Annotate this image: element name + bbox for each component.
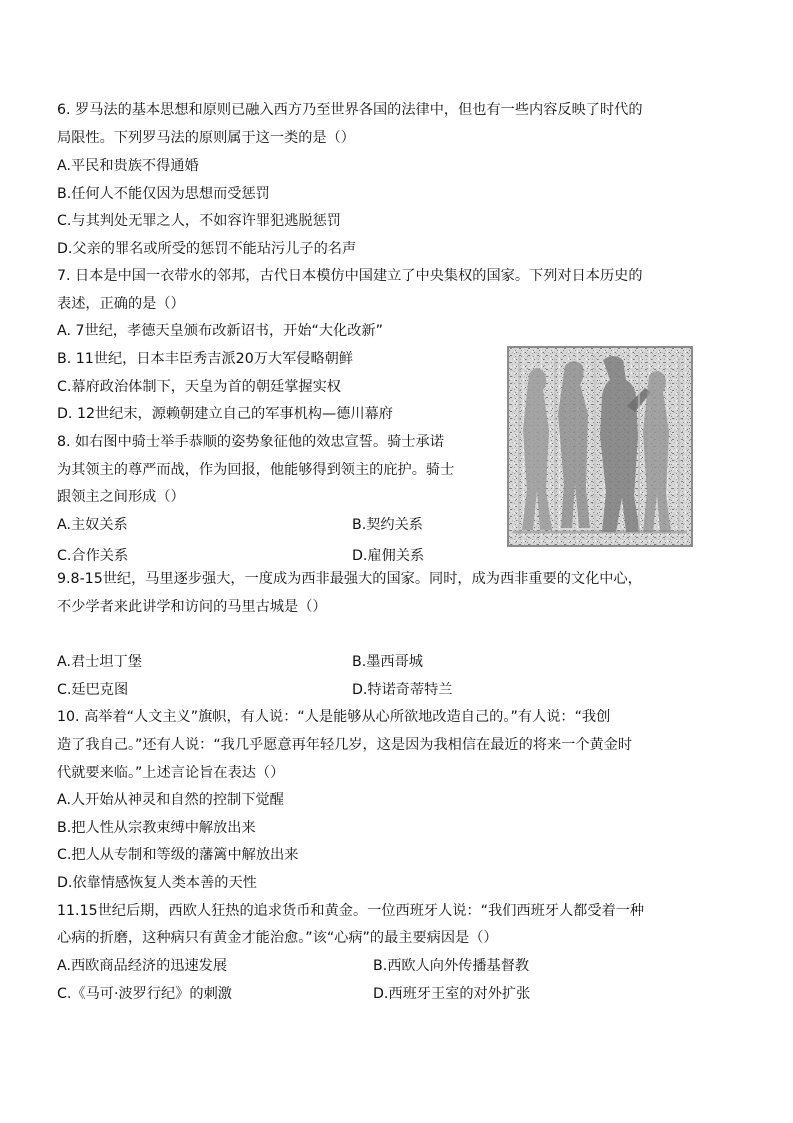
q10-option-b: B.把人性从宗教束缚中解放出来 [57, 820, 256, 836]
q7-option-c: C.幕府政治体制下，天皇为首的朝廷掌握实权 [57, 379, 341, 395]
q10-option-d: D.依靠情感恢复人类本善的天性 [57, 875, 257, 891]
q9-option-b: B.墨西哥城 [352, 654, 423, 670]
q6-option-b: B.任何人不能仅因为思想而受惩罚 [57, 186, 270, 202]
q11-option-d: D.西班牙王室的对外扩张 [373, 986, 531, 1002]
q6-option-a: A.平民和贵族不得通婚 [57, 158, 199, 174]
q8-option-c: C.合作关系 [57, 548, 129, 564]
q7-option-b: B. 11世纪，日本丰臣秀吉派20万大军侵略朝鲜 [57, 351, 354, 367]
q7-stem-line2: 表述，正确的是（） [57, 296, 185, 312]
q9-option-a: A.君士坦丁堡 [57, 654, 142, 670]
q9-option-d: D.特诺奇蒂特兰 [352, 682, 453, 698]
q10-stem-line3: 代就要来临。”上述言论旨在表达（） [57, 765, 285, 781]
q8-stem-line2: 为其领主的尊严而战，作为回报，他能够得到领主的庇护。骑士 [57, 462, 455, 478]
q10-stem-line2: 造了我自己。”还有人说：“我几乎愿意再年轻几岁，这是因为我相信在最近的将来一个黄金时 [57, 737, 633, 753]
q6-stem-line1: 6. 罗马法的基本思想和原则已融入西方乃至世界各国的法律中，但也有一些内容反映了时代的 [57, 102, 643, 118]
q11-option-a: A.西欧商品经济的迅速发展 [57, 958, 228, 974]
q7-stem-line1: 7. 日本是中国一衣带水的邻邦，古代日本模仿中国建立了中央集权的国家。下列对日本历史的 [57, 268, 643, 284]
q6-option-c: C.与其判处无罪之人，不如容许罪犯逃脱惩罚 [57, 213, 341, 229]
q10-option-a: A.人开始从神灵和自然的控制下觉醒 [57, 792, 284, 808]
q11-stem-line2: 心病的折磨，这种病只有黄金才能治愈。”该“心病”的最主要病因是（） [57, 930, 498, 946]
q11-option-c: C.《马可·波罗行纪》的刺激 [57, 986, 232, 1002]
q7-option-d: D. 12世纪末，源赖朝建立自己的军事机构—德川幕府 [57, 406, 393, 422]
q10-stem-line1: 10. 高举着“人文主义”旗帜，有人说：“人是能够从心所欲地改造自己的。”有人说：“我创 [57, 709, 611, 725]
q8-option-a: A.主奴关系 [57, 517, 128, 533]
q6-option-d: D.父亲的罪名或所受的惩罚不能玷污儿子的名声 [57, 241, 357, 257]
q11-stem-line1: 11.15世纪后期，西欧人狂热的追求货币和黄金。一位西班牙人说：“我们西班牙人都受着一种 [57, 903, 645, 919]
q8-option-d: D.雇佣关系 [352, 548, 425, 564]
q11-option-b: B.西欧人向外传播基督教 [373, 958, 530, 974]
q9-stem-line1: 9.8-15世纪，马里逐步强大，一度成为西非最强大的国家。同时，成为西非重要的文化中心， [57, 571, 642, 587]
q8-option-b: B.契约关系 [352, 517, 423, 533]
q8-stem-line3: 跟领主之间形成（） [57, 489, 185, 505]
q9-stem-line2: 不少学者来此讲学和访问的马里古城是（） [57, 599, 327, 615]
knight-relief-image [507, 346, 693, 547]
q7-option-a: A. 7世纪，孝德天皇颁布改新诏书，开始“大化改新” [57, 323, 383, 339]
q9-option-c: C.廷巴克图 [57, 682, 129, 698]
q10-option-c: C.把人从专制和等级的藩篱中解放出来 [57, 847, 299, 863]
q8-stem-line1: 8. 如右图中骑士举手恭顺的姿势象征他的效忠宣誓。骑士承诺 [57, 434, 444, 450]
q6-stem-line2: 局限性。下列罗马法的原则属于这一类的是（） [57, 130, 355, 146]
